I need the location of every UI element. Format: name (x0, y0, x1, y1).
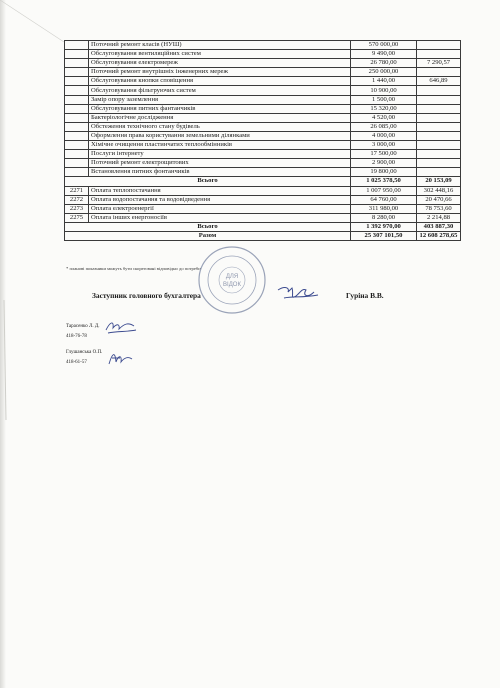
table-row (65, 59, 461, 68)
row-name-cell: Бактеріологічне дослідження (89, 113, 351, 122)
row-name-cell: Оплата інших енергоносіїв (89, 213, 351, 222)
row-name-cell: Обслуговування кнопки сповіщення (89, 77, 351, 86)
grand-total-label: Разом (65, 231, 351, 240)
grand-total-row (65, 231, 461, 240)
row-code-cell (65, 86, 89, 95)
row-plan-cell: 19 800,00 (351, 168, 417, 177)
table-row (65, 41, 461, 50)
contact-phone-1: 418-76-78 (66, 334, 87, 339)
row-actual-cell (417, 113, 461, 122)
row-name-cell: Обслуговування питних фантанчиків (89, 104, 351, 113)
row-plan-cell: 2 900,00 (351, 159, 417, 168)
row-actual-cell (417, 131, 461, 140)
signer-name: Гуріна В.В. (346, 291, 384, 300)
table-row (65, 195, 461, 204)
table-row (65, 86, 461, 95)
row-code-cell (65, 122, 89, 131)
table-row (65, 131, 461, 140)
footnote: * планові показники можуть бути скореговані відповідно до потреби (66, 266, 201, 271)
table-row (65, 104, 461, 113)
row-name-cell: Хімічне очищення пластинчатих теплообмінників (89, 141, 351, 150)
row-plan-cell: 17 500,00 (351, 150, 417, 159)
subtotal-actual: 20 153,09 (417, 177, 461, 186)
row-plan-cell: 4 520,00 (351, 113, 417, 122)
row-code-cell (65, 104, 89, 113)
subtotal-plan: 1 025 378,50 (351, 177, 417, 186)
subtotal-plan: 1 392 970,00 (351, 222, 417, 231)
row-code-cell: 2271 (65, 186, 89, 195)
row-actual-cell (417, 168, 461, 177)
row-code-cell: 2275 (65, 213, 89, 222)
row-plan-cell: 26 085,00 (351, 122, 417, 131)
initials-signature-2 (106, 348, 134, 368)
row-plan-cell: 8 280,00 (351, 213, 417, 222)
row-plan-cell: 570 000,00 (351, 41, 417, 50)
row-actual-cell: 20 470,66 (417, 195, 461, 204)
row-name-cell: Оплата теплопостачання (89, 186, 351, 195)
table-row (65, 95, 461, 104)
chief-signature (276, 284, 320, 306)
stamp-text-1: ДЛЯ (225, 274, 239, 280)
row-plan-cell: 10 900,00 (351, 86, 417, 95)
row-plan-cell: 4 000,00 (351, 131, 417, 140)
table-row (65, 186, 461, 195)
row-code-cell (65, 159, 89, 168)
table-row (65, 168, 461, 177)
contact-name-1: Тарасенко Л. Д. (66, 324, 100, 329)
row-code-cell (65, 168, 89, 177)
table-row (65, 50, 461, 59)
row-actual-cell: 78 753,60 (417, 204, 461, 213)
row-name-cell: Обслуговування електромереж (89, 59, 351, 68)
contact-name-2: Глушанська О.П. (66, 350, 103, 355)
table-row (65, 159, 461, 168)
row-code-cell (65, 41, 89, 50)
row-actual-cell (417, 141, 461, 150)
table-row (65, 77, 461, 86)
row-actual-cell (417, 41, 461, 50)
row-name-cell: Обстеження технічного стану будівель (89, 122, 351, 131)
row-code-cell (65, 113, 89, 122)
subtotal-actual: 403 887,30 (417, 222, 461, 231)
row-plan-cell: 15 320,00 (351, 104, 417, 113)
grand-total-plan: 25 307 101,50 (351, 231, 417, 240)
official-stamp (196, 244, 268, 316)
table-row (65, 150, 461, 159)
row-actual-cell: 2 214,88 (417, 213, 461, 222)
row-plan-cell: 1 500,00 (351, 95, 417, 104)
row-name-cell: Оформлення права користування земельними ділянками (89, 131, 351, 140)
row-name-cell: Замір опору заземлення (89, 95, 351, 104)
row-code-cell (65, 68, 89, 77)
row-code-cell: 2272 (65, 195, 89, 204)
row-plan-cell: 1 440,00 (351, 77, 417, 86)
table-row (65, 68, 461, 77)
row-plan-cell: 3 000,00 (351, 141, 417, 150)
row-name-cell: Поточний ремонт класів (НУШ) (89, 41, 351, 50)
row-name-cell: Встановлення питних фонтанчиків (89, 168, 351, 177)
row-actual-cell (417, 50, 461, 59)
row-plan-cell: 64 760,00 (351, 195, 417, 204)
row-actual-cell (417, 104, 461, 113)
subtotal-row (65, 222, 461, 231)
row-actual-cell (417, 150, 461, 159)
contact-phone-2: 418-61-57 (66, 360, 87, 365)
row-name-cell: Послуги інтернету (89, 150, 351, 159)
row-code-cell (65, 150, 89, 159)
row-code-cell (65, 131, 89, 140)
table-row (65, 213, 461, 222)
row-actual-cell (417, 86, 461, 95)
row-actual-cell: 302 448,16 (417, 186, 461, 195)
row-plan-cell: 9 490,00 (351, 50, 417, 59)
stamp-text-2: ВІДОК (223, 282, 241, 288)
expenses-table-body (65, 41, 461, 241)
grand-total-actual: 12 608 278,65 (417, 231, 461, 240)
row-code-cell (65, 77, 89, 86)
row-code-cell (65, 59, 89, 68)
row-code-cell (65, 141, 89, 150)
row-actual-cell (417, 95, 461, 104)
row-plan-cell: 1 007 950,00 (351, 186, 417, 195)
subtotal-row (65, 177, 461, 186)
row-name-cell: Обслуговування фільтруючих систем (89, 86, 351, 95)
row-code-cell: 2273 (65, 204, 89, 213)
expenses-table (64, 40, 461, 241)
row-name-cell: Оплата електроенергії (89, 204, 351, 213)
row-plan-cell: 26 780,00 (351, 59, 417, 68)
initials-signature-1 (104, 318, 138, 336)
table-row (65, 122, 461, 131)
row-plan-cell: 250 000,00 (351, 68, 417, 77)
row-name-cell: Оплата водопостачання та водовідведення (89, 195, 351, 204)
scan-edge-shadow (0, 0, 6, 688)
row-actual-cell (417, 159, 461, 168)
row-actual-cell: 646,89 (417, 77, 461, 86)
table-row (65, 141, 461, 150)
row-actual-cell: 7 290,57 (417, 59, 461, 68)
row-plan-cell: 311 980,00 (351, 204, 417, 213)
row-actual-cell (417, 68, 461, 77)
row-name-cell: Поточний ремонт внутрішніх інженерних мереж (89, 68, 351, 77)
row-code-cell (65, 50, 89, 59)
table-row (65, 204, 461, 213)
row-code-cell (65, 95, 89, 104)
subtotal-label: Всього (65, 222, 351, 231)
table-row (65, 113, 461, 122)
signer-title: Заступник головного бухгалтера (92, 291, 201, 300)
subtotal-label: Всього (65, 177, 351, 186)
row-name-cell: Обслуговування вентиляційних систем (89, 50, 351, 59)
row-name-cell: Поточний ремонт електрощитових (89, 159, 351, 168)
row-actual-cell (417, 122, 461, 131)
